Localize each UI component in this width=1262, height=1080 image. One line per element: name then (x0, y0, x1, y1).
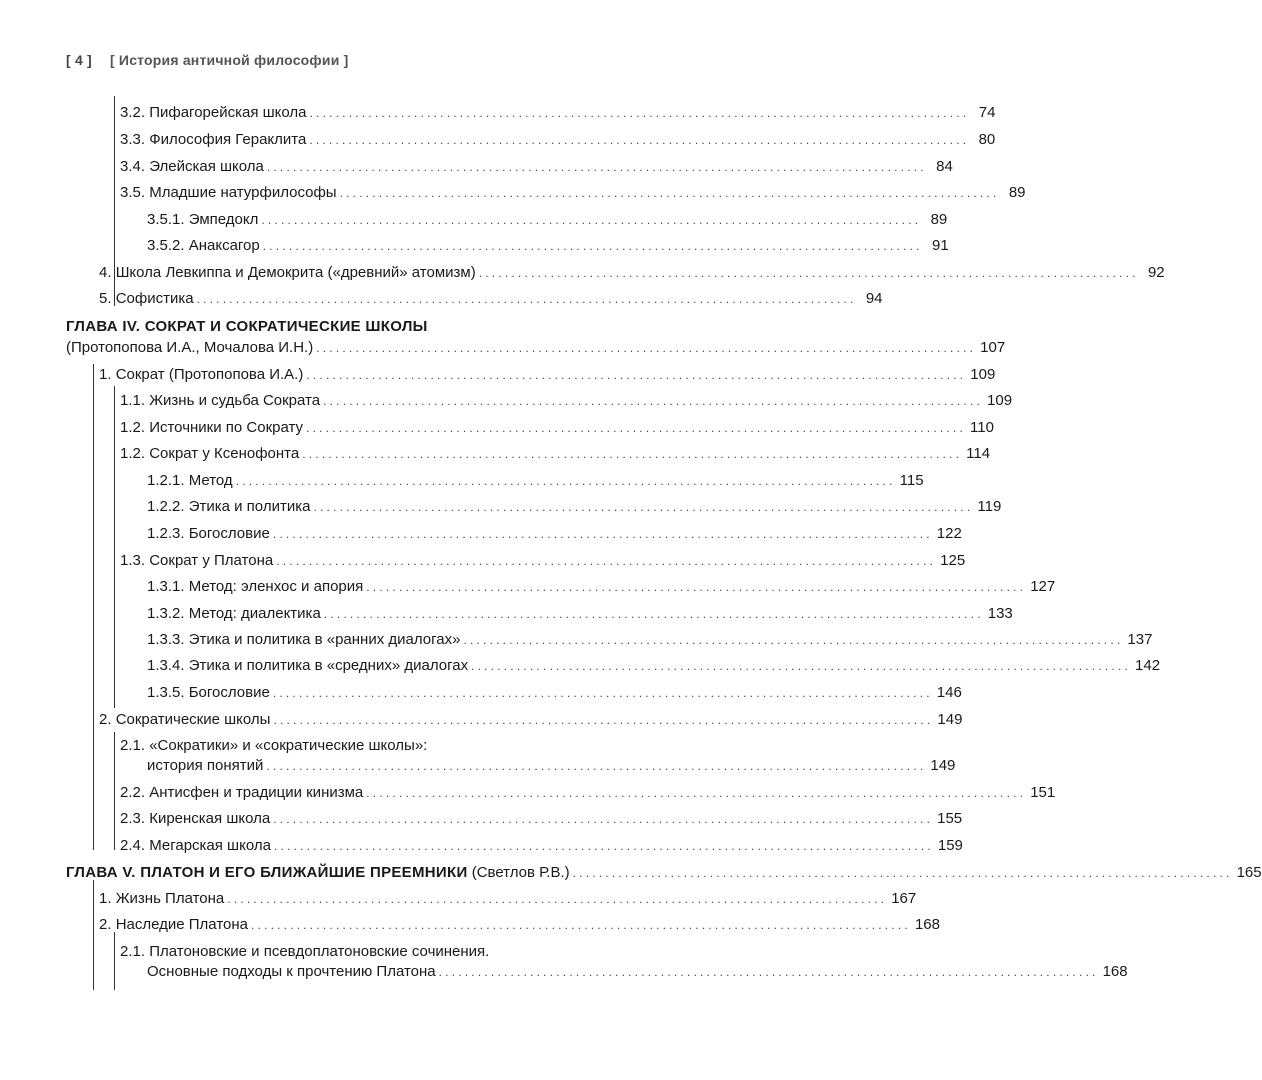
toc-entry[interactable] (120, 184, 1026, 202)
toc-entry[interactable] (147, 525, 962, 543)
dot-leader: ..................................................................................................... (309, 133, 970, 147)
entry-page: 151 (1030, 784, 1056, 801)
toc-guide-rule (114, 932, 115, 990)
dot-leader: ..................................................................................................... (272, 686, 933, 700)
entry-number: 3.5. (120, 184, 146, 201)
entry-title: Богословие (188, 684, 270, 701)
entry-page: 125 (940, 552, 966, 569)
entry-title: Эмпедокл (188, 211, 259, 228)
dot-leader: ..................................................................................................... (323, 607, 984, 621)
entry-title: Киренская школа (149, 810, 271, 827)
entry-page: 84 (936, 158, 953, 175)
entry-page: 127 (1030, 578, 1056, 595)
dot-leader: ..................................................................................................... (302, 447, 963, 461)
entry-title: Антисфен и традиции кинизма (149, 784, 364, 801)
toc-guide-rule (114, 732, 115, 850)
toc-entry-line1[interactable] (120, 943, 676, 961)
toc-entry[interactable] (147, 472, 924, 490)
dot-leader: ..................................................................................................... (306, 368, 967, 382)
toc-entry[interactable] (99, 366, 996, 384)
entry-title: Этика и политика (188, 498, 311, 515)
entry-number: 2.3. (120, 810, 146, 827)
entry-page: 107 (980, 339, 1006, 356)
toc-entry[interactable] (147, 211, 948, 229)
entry-title: Источники по Сократу (149, 419, 304, 436)
entry-number: 1.3.4. (147, 657, 185, 674)
entry-page: 119 (977, 498, 1002, 515)
dot-leader: ..................................................................................................... (196, 292, 857, 306)
entry-title: Философия Гераклита (149, 131, 307, 148)
entry-number: 2.4. (120, 837, 146, 854)
entry-number: 1.1. (120, 392, 146, 409)
entry-title: Жизнь и судьба Сократа (149, 392, 321, 409)
toc-entry[interactable] (120, 419, 994, 437)
toc-entry[interactable] (147, 605, 1013, 623)
entry-title: Анаксагор (188, 237, 260, 254)
entry-number: 1. (99, 366, 112, 383)
chapter-heading[interactable] (66, 864, 1262, 882)
entry-page: 142 (1135, 657, 1161, 674)
chapter-authors: (Протопопова И.А., Мочалова И.Н.) (66, 339, 314, 356)
dot-leader: ..................................................................................................... (366, 786, 1027, 800)
toc-entry[interactable] (120, 104, 996, 122)
toc-entry[interactable] (120, 552, 966, 570)
entry-number: 2. (99, 916, 112, 933)
toc-entry[interactable] (120, 445, 991, 463)
entry-page: 133 (987, 605, 1013, 622)
entry-page: 114 (966, 445, 991, 462)
dot-leader: ..................................................................................................... (572, 866, 1233, 880)
dot-leader: ..................................................................................................... (235, 474, 896, 488)
dot-leader: ..................................................................................................... (309, 106, 970, 120)
toc-entry-line1[interactable] (120, 737, 676, 755)
toc-entry[interactable] (99, 290, 883, 308)
entry-page: 168 (914, 916, 940, 933)
toc-entry[interactable] (120, 158, 953, 176)
entry-number: 2.1. (120, 737, 146, 754)
dot-leader: ..................................................................................................... (438, 965, 1099, 979)
toc-entry[interactable] (147, 578, 1056, 596)
entry-number: 4. (99, 264, 112, 281)
toc-guide-rule (93, 364, 94, 850)
entry-number: 1.2. (120, 445, 146, 462)
entry-title: Сократические школы (115, 711, 271, 728)
entry-page: 74 (978, 104, 996, 121)
toc-entry[interactable] (147, 684, 962, 702)
entry-number: 1.2.3. (147, 525, 185, 542)
toc-guide-rule (114, 386, 115, 708)
dot-leader: ..................................................................................................... (471, 659, 1132, 673)
entry-number: 3.2. (120, 104, 146, 121)
entry-page: 92 (1147, 264, 1165, 281)
dot-leader: ..................................................................................................... (276, 554, 937, 568)
entry-title: Платоновские и псевдоплатоновские сочинения. (149, 943, 490, 960)
entry-title: Школа Левкиппа и Демокрита («древний» атомизм) (115, 264, 476, 281)
entry-title: Жизнь Платона (115, 890, 225, 907)
toc-guide-rule (93, 880, 94, 990)
entry-page: 109 (987, 392, 1013, 409)
entry-page: 165 (1236, 864, 1262, 881)
dot-leader: ..................................................................................................... (316, 341, 977, 355)
dot-leader: ..................................................................................................... (273, 812, 934, 826)
entry-number: 1. (99, 890, 112, 907)
dot-leader: ..................................................................................................... (306, 421, 966, 435)
entry-title: Пифагорейская школа (149, 104, 307, 121)
toc-entry[interactable] (99, 916, 940, 934)
entry-title: Мегарская школа (149, 837, 271, 854)
toc-entry[interactable] (99, 264, 1165, 282)
entry-title: Этика и политика в «средних» диалогах (188, 657, 469, 674)
entry-title: Этика и политика в «ранних диалогах» (188, 631, 461, 648)
entry-number: 3.3. (120, 131, 146, 148)
dot-leader: ..................................................................................................... (478, 266, 1139, 280)
toc-entry[interactable] (120, 784, 1056, 802)
dot-leader: ..................................................................................................... (261, 213, 922, 227)
toc-entry[interactable] (147, 657, 1161, 675)
entry-title: Сократ (Протопопова И.А.) (115, 366, 304, 383)
entry-title: Наследие Платона (115, 916, 248, 933)
entry-title-continued: Основные подходы к прочтению Платона (147, 963, 436, 980)
entry-number: 1.3.5. (147, 684, 185, 701)
entry-title: Метод (188, 472, 233, 489)
dot-leader: ..................................................................................................... (366, 580, 1027, 594)
entry-number: 1.3.2. (147, 605, 185, 622)
entry-number: 1.2. (120, 419, 146, 436)
toc-entry[interactable] (147, 498, 1002, 516)
entry-page: 122 (936, 525, 962, 542)
entry-number: 1.2.2. (147, 498, 185, 515)
entry-page: 91 (931, 237, 949, 254)
entry-number: 3.4. (120, 158, 146, 175)
entry-number: 1.2.1. (147, 472, 185, 489)
toc-entry[interactable] (120, 837, 963, 855)
entry-title: Метод: эленхос и апория (188, 578, 364, 595)
dot-leader: ..................................................................................................... (251, 918, 911, 932)
entry-page: 159 (937, 837, 963, 854)
entry-page: 110 (970, 419, 994, 436)
entry-page: 149 (937, 711, 963, 728)
toc-entry[interactable] (147, 631, 1153, 649)
entry-title: Младшие натурфилософы (149, 184, 337, 201)
entry-number: 1.3. (120, 552, 146, 569)
dot-leader: ..................................................................................................... (313, 500, 974, 514)
entry-page: 137 (1127, 631, 1153, 648)
entry-number: 2. (99, 711, 112, 728)
dot-leader: ..................................................................................................... (273, 839, 934, 853)
entry-title: Метод: диалектика (188, 605, 321, 622)
toc-entry[interactable] (120, 392, 1013, 410)
entry-page: 149 (930, 757, 956, 774)
toc-entry[interactable] (147, 237, 949, 255)
page-number: [ 4 ] (66, 52, 92, 68)
book-title: [ История античной философии ] (109, 52, 349, 68)
chapter-title: ГЛАВА IV. СОКРАТ И СОКРАТИЧЕСКИЕ ШКОЛЫ (66, 318, 428, 335)
entry-number: 3.5.1. (147, 211, 185, 228)
entry-title: Элейская школа (149, 158, 264, 175)
toc-entry-line2[interactable] (147, 963, 1128, 981)
entry-number: 3.5.2. (147, 237, 185, 254)
chapter-heading[interactable] (66, 318, 676, 336)
dot-leader: ..................................................................................................... (262, 239, 923, 253)
entry-page: 109 (970, 366, 996, 383)
entry-number: 5. (99, 290, 112, 307)
dot-leader: ..................................................................................................... (272, 527, 933, 541)
entry-page: 146 (936, 684, 962, 701)
entry-page: 168 (1102, 963, 1128, 980)
entry-title: Сократ у Платона (149, 552, 274, 569)
toc-entry-line2[interactable] (147, 757, 956, 775)
chapter-authors: (Светлов Р.В.) (471, 864, 570, 881)
dot-leader: ..................................................................................................... (227, 892, 888, 906)
chapter-authors-line[interactable] (66, 339, 1006, 357)
entry-number: 1.3.1. (147, 578, 185, 595)
entry-page: 89 (930, 211, 948, 228)
entry-page: 80 (978, 131, 996, 148)
entry-page: 155 (937, 810, 963, 827)
entry-title: «Сократики» и «сократические школы»: (149, 737, 428, 754)
dot-leader: ..................................................................................................... (339, 186, 1000, 200)
entry-page: 89 (1008, 184, 1026, 201)
entry-title: Богословие (188, 525, 270, 542)
dot-leader: ..................................................................................................... (266, 759, 927, 773)
entry-page: 115 (899, 472, 924, 489)
entry-title: Сократ у Ксенофонта (149, 445, 300, 462)
entry-number: 2.2. (120, 784, 146, 801)
dot-leader: ..................................................................................................... (323, 394, 984, 408)
dot-leader: ..................................................................................................... (273, 713, 934, 727)
entry-page: 167 (891, 890, 917, 907)
dot-leader: ..................................................................................................... (266, 160, 927, 174)
toc-entry[interactable] (99, 890, 917, 908)
entry-number: 1.3.3. (147, 631, 185, 648)
toc-entry[interactable] (99, 711, 963, 729)
toc-entry[interactable] (120, 810, 963, 828)
entry-page: 94 (865, 290, 883, 307)
entry-number: 2.1. (120, 943, 146, 960)
toc-entry[interactable] (120, 131, 996, 149)
entry-title-continued: история понятий (147, 757, 264, 774)
entry-title: Софистика (115, 290, 194, 307)
chapter-title: ГЛАВА V. ПЛАТОН И ЕГО БЛИЖАЙШИЕ ПРЕЕМНИКИ (66, 864, 468, 881)
dot-leader: ..................................................................................................... (463, 633, 1124, 647)
